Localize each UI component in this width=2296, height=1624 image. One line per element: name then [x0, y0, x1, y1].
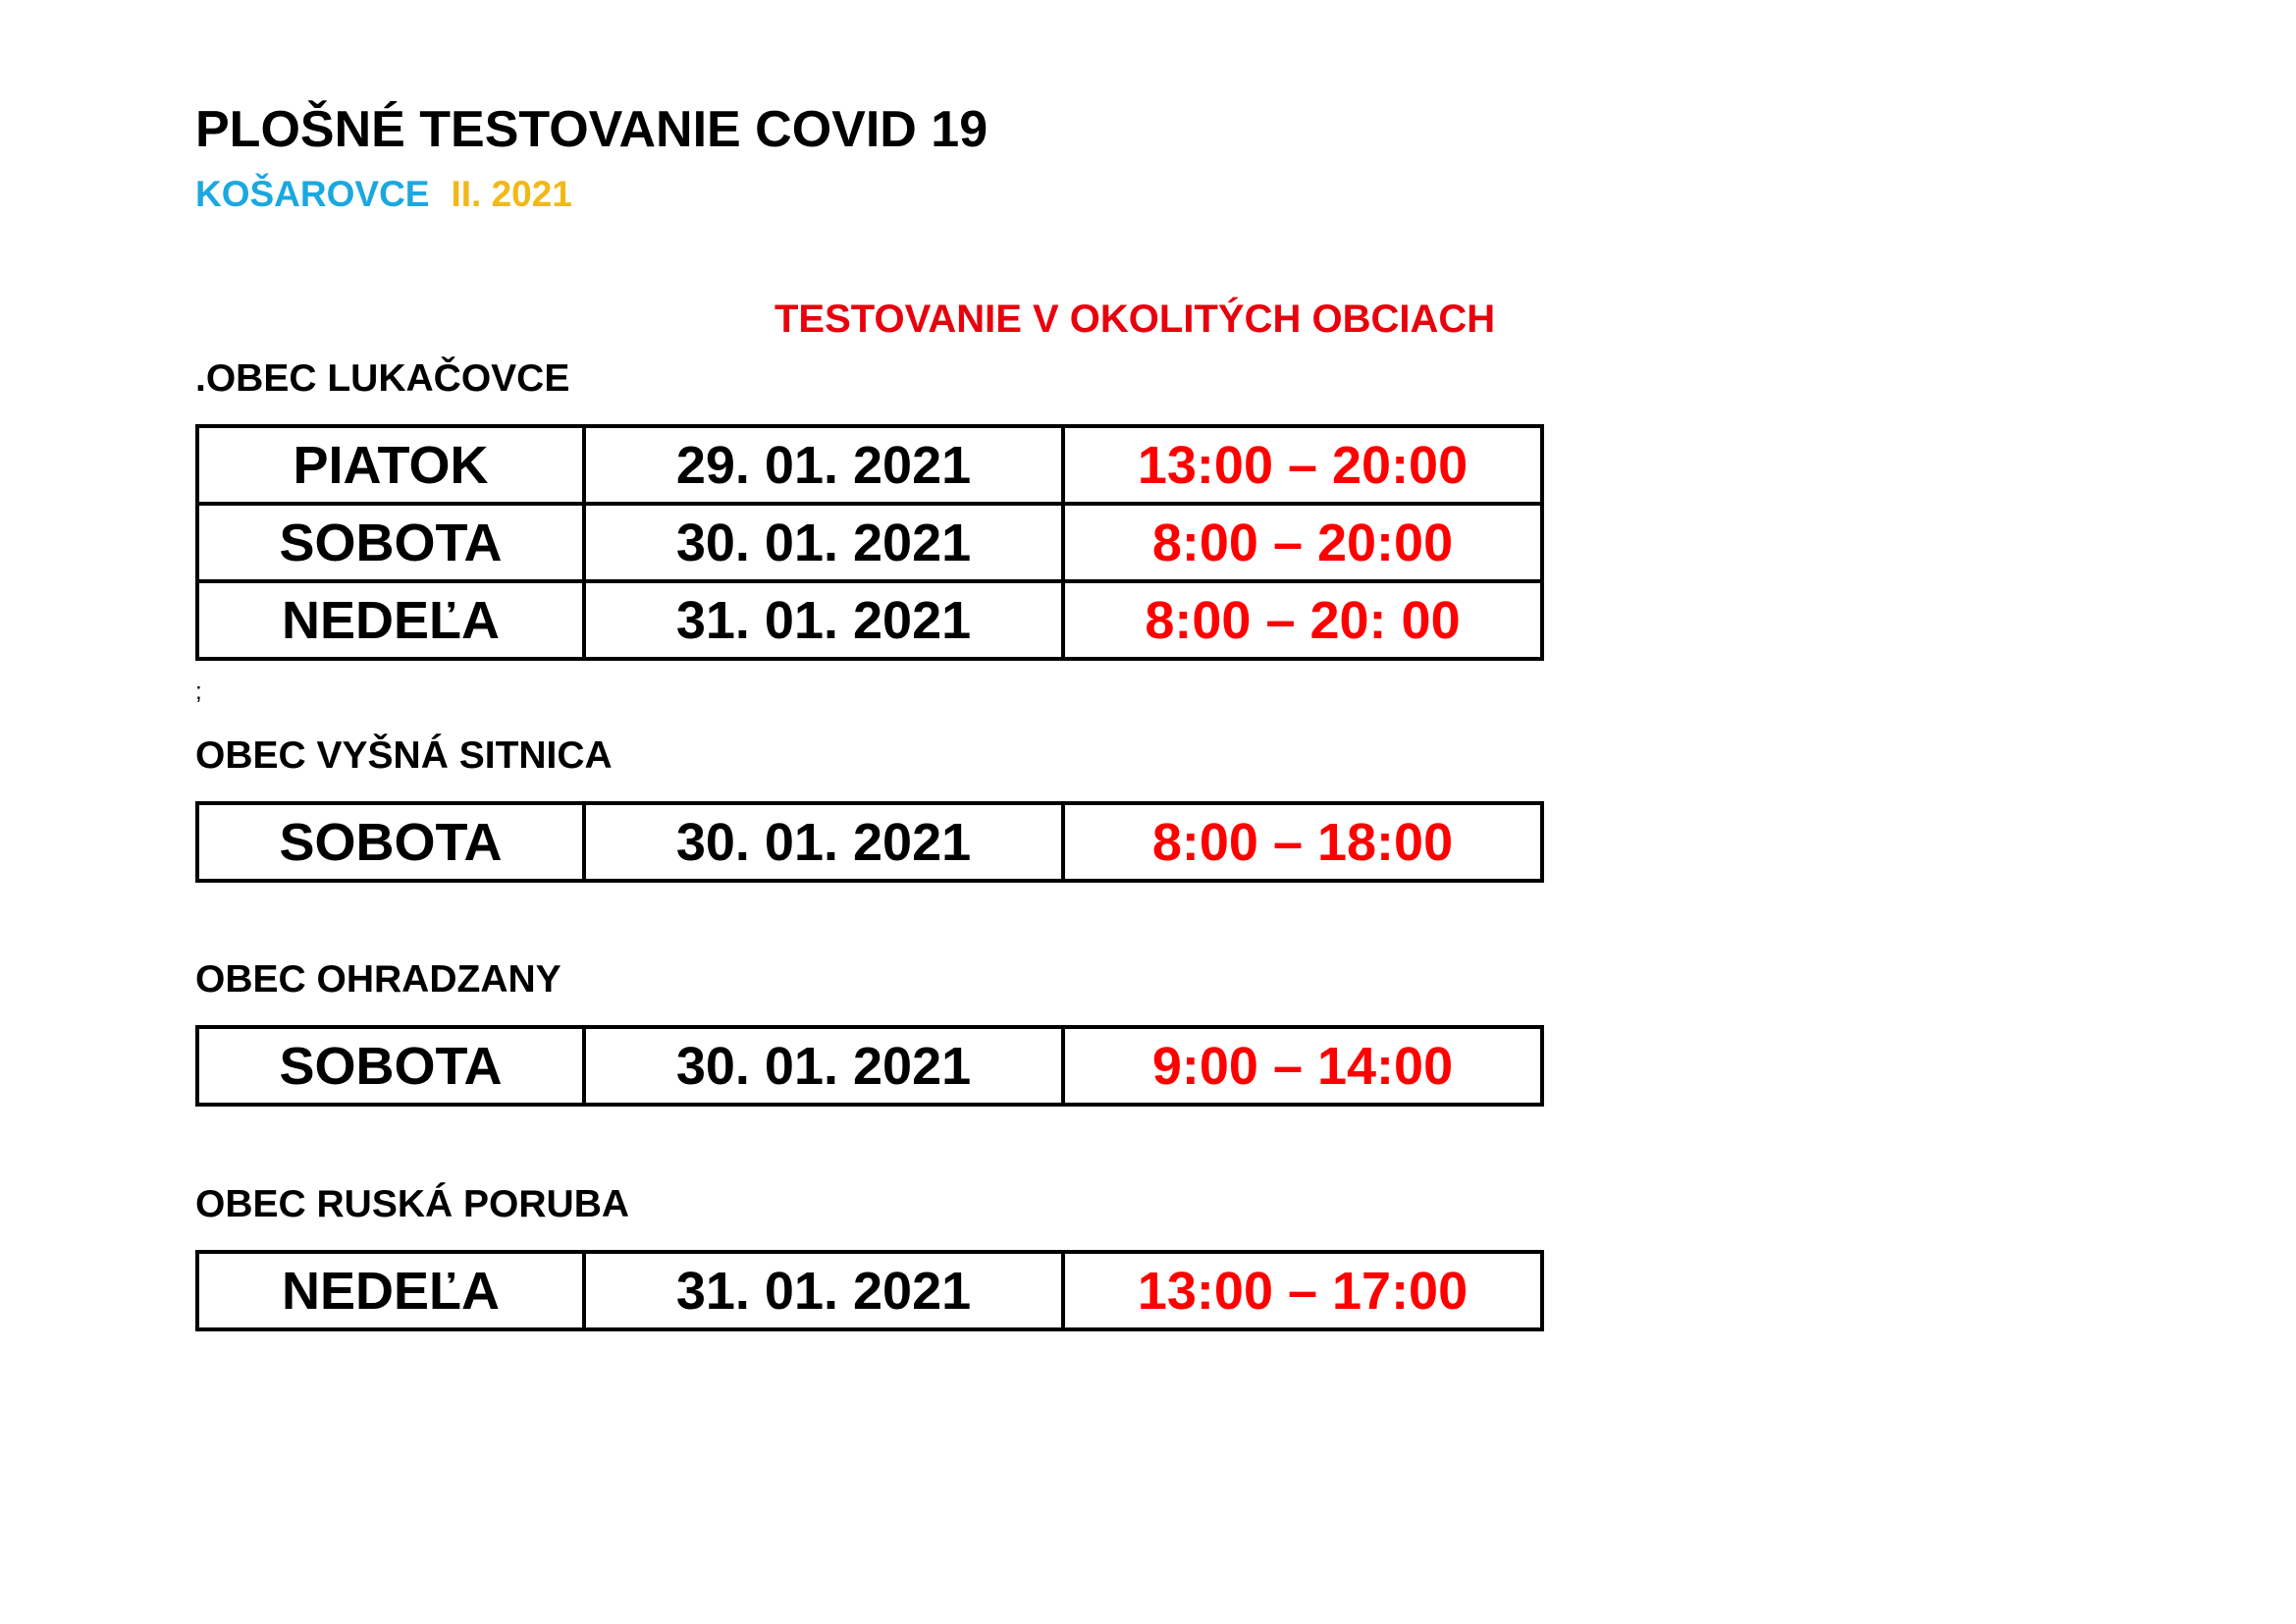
cell-time: 9:00 – 14:00: [1063, 1027, 1542, 1105]
schedule-table-ohradzany: [195, 1025, 1544, 1107]
section-heading: TESTOVANIE V OKOLITÝCH OBCIACH: [774, 298, 1496, 341]
cell-date: 30. 01. 2021: [584, 1027, 1063, 1105]
obec-heading-vysna-sitnica: OBEC VYŠNÁ SITNICA: [195, 734, 613, 777]
subtitle-period: II. 2021: [451, 174, 572, 214]
cell-day: SOBOTA: [197, 504, 584, 581]
page-subtitle: [195, 172, 572, 217]
cell-date: 31. 01. 2021: [584, 1252, 1063, 1329]
table-row: [197, 1252, 1542, 1329]
cell-day: NEDEĽA: [197, 581, 584, 659]
cell-date: 30. 01. 2021: [584, 504, 1063, 581]
cell-date: 29. 01. 2021: [584, 426, 1063, 504]
cell-date: 30. 01. 2021: [584, 803, 1063, 881]
subtitle-place: KOŠAROVCE: [195, 174, 430, 214]
obec-heading-lukacovce: .OBEC LUKAČOVCE: [195, 357, 570, 400]
cell-time: 8:00 – 20:00: [1063, 504, 1542, 581]
obec-heading-ruska-poruba: OBEC RUSKÁ PORUBA: [195, 1183, 630, 1225]
cell-time: 13:00 – 20:00: [1063, 426, 1542, 504]
obec-heading-ohradzany: OBEC OHRADZANY: [195, 958, 561, 1001]
schedule-table-ruska-poruba: [195, 1250, 1544, 1331]
cell-day: SOBOTA: [197, 1027, 584, 1105]
table-row: [197, 803, 1542, 881]
cell-day: NEDEĽA: [197, 1252, 584, 1329]
separator-mark: ;: [195, 678, 202, 705]
cell-date: 31. 01. 2021: [584, 581, 1063, 659]
table-row: [197, 581, 1542, 659]
cell-day: SOBOTA: [197, 803, 584, 881]
page-title: PLOŠNÉ TESTOVANIE COVID 19: [195, 101, 988, 158]
schedule-table-lukacovce: [195, 424, 1544, 661]
cell-day: PIATOK: [197, 426, 584, 504]
cell-time: 8:00 – 18:00: [1063, 803, 1542, 881]
table-row: [197, 426, 1542, 504]
cell-time: 13:00 – 17:00: [1063, 1252, 1542, 1329]
table-row: [197, 1027, 1542, 1105]
schedule-table-vysna-sitnica: [195, 801, 1544, 883]
table-row: [197, 504, 1542, 581]
cell-time: 8:00 – 20: 00: [1063, 581, 1542, 659]
